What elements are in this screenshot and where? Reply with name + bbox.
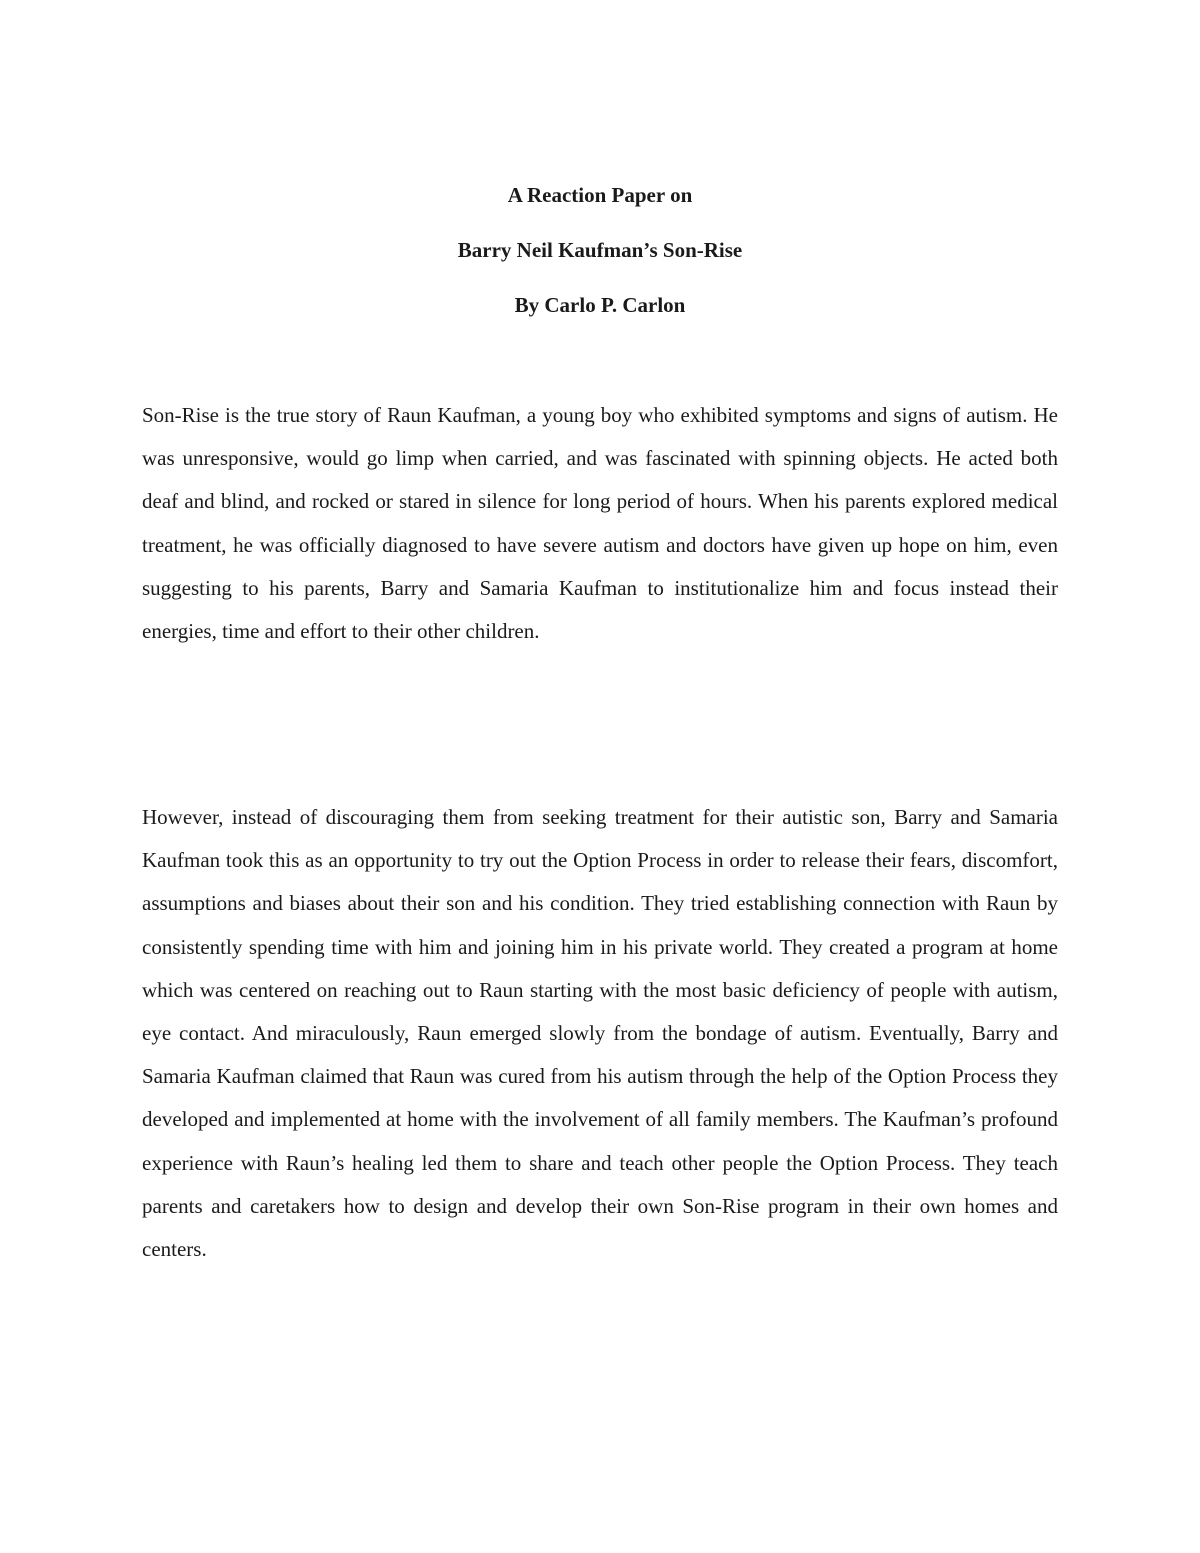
body-paragraph-2: However, instead of discouraging them from seeking treatment for their autistic son, Barry and Samaria Kaufman took this as an opportunity to try out the Option Process in order to release their fears, discomfort, assumptions and biases about their son and his condition. They tried establishing connection with Raun by consistently spending time with him and joining him in his private world. They created a program at home which was centered on reaching out to Raun starting with the most basic deficiency of people with autism, eye contact. And miraculously, Raun emerged slowly from the bondage of autism. Eventually, Barry and Samaria Kaufman claimed that Raun was cured from his autism through the help of the Option Process they developed and implemented at home with the involvement of all family members. The Kaufman’s profound experience with Raun’s healing led them to share and teach other people the Option Process. They teach parents and caretakers how to design and develop their own Son-Rise program in their own homes and centers. bbox=[142, 805, 1058, 1262]
document-title: A Reaction Paper on bbox=[507, 183, 693, 207]
body-paragraph-1: Son-Rise is the true story of Raun Kaufman, a young boy who exhibited symptoms and signs of autism. He was unresponsive, would go limp when carried, and was fascinated with spinning objects. He acted both deaf and blind, and rocked or stared in silence for long period of hours. When his parents explored medical treatment, he was officially diagnosed to have severe autism and doctors have given up hope on him, even suggesting to his parents, Barry and Samaria Kaufman to institutionalize him and focus instead their energies, time and effort to their other children. bbox=[142, 403, 1058, 644]
document-author: By Carlo P. Carlon bbox=[514, 293, 686, 317]
title-block bbox=[0, 168, 1200, 333]
document-subtitle: Barry Neil Kaufman’s Son-Rise bbox=[457, 238, 743, 262]
